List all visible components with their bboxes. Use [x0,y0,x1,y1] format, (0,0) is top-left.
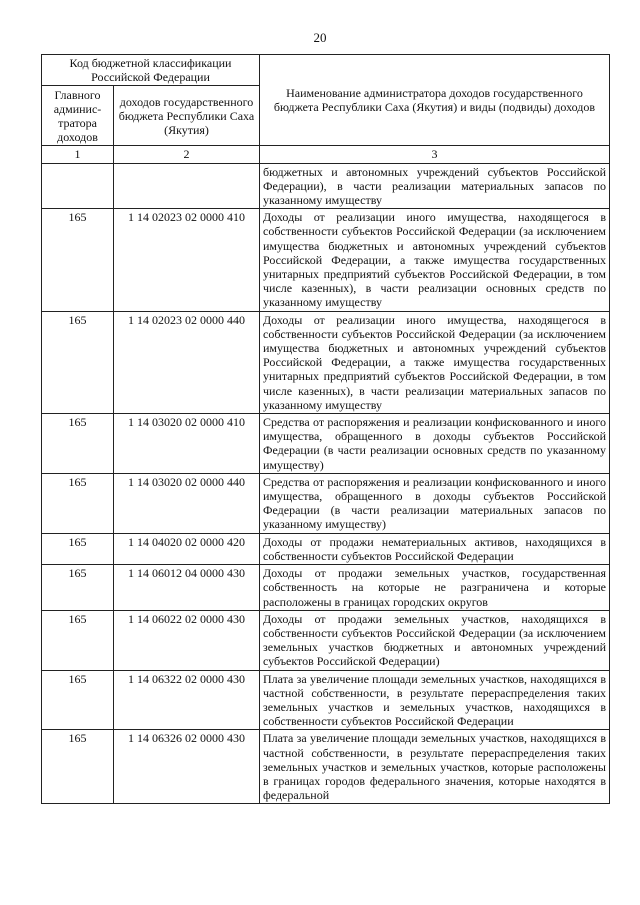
table-row [42,730,610,804]
revenue-description-cell: Средства от распоряжения и реализации конфискованного и иного имущества, обращенного в доходы субъектов Российской Федерации (в части реализации основных средств по указанному имуществу) [260,414,610,474]
table-header [42,55,610,164]
header-administrator-name: Наименование администратора доходов государственного бюджета Республики Саха (Якутия) и виды (подвиды) доходов [260,55,610,146]
table-row [42,610,610,670]
column-number-2: 2 [114,146,260,163]
header-classification-code: Код бюджетной классификации Российской Федерации [42,55,260,86]
admin-code-cell: 165 [42,670,114,730]
revenue-description-cell: Доходы от продажи земельных участков, государственная собственность на которые не разграничена и которые расположены в границах городских округов [260,565,610,611]
header-chief-administrator: Главного админис-тратора доходов [42,86,114,146]
admin-code-cell: 165 [42,473,114,533]
admin-code-cell: 165 [42,533,114,564]
revenue-code-cell: 1 14 04020 02 0000 420 [114,533,260,564]
revenue-code-cell: 1 14 06012 04 0000 430 [114,565,260,611]
revenue-code-cell: 1 14 06022 02 0000 430 [114,610,260,670]
revenue-description-cell: Плата за увеличение площади земельных участков, находящихся в частной собственности, в результате перераспределения таких земельных участков и земельных участков, которые расположены в границах городов федерального значения, которые находятся в федеральной [260,730,610,804]
budget-classification-table [41,54,610,804]
header-revenue-code: доходов государственного бюджета Республики Саха (Якутия) [114,86,260,146]
revenue-code-cell: 1 14 02023 02 0000 440 [114,311,260,413]
revenue-description-cell: Средства от распоряжения и реализации конфискованного и иного имущества, обращенного в доходы субъектов Российской Федерации (в части реализации материальных запасов по указанному имуществу) [260,473,610,533]
table-row [42,311,610,413]
table-row [42,163,610,209]
page-number: 20 [313,30,327,45]
table-row [42,533,610,564]
revenue-description-cell: Доходы от продажи нематериальных активов, находящихся в собственности субъектов Российской Федерации [260,533,610,564]
admin-code-cell: 165 [42,610,114,670]
revenue-description-cell: Плата за увеличение площади земельных участков, находящихся в частной собственности, в результате перераспределения таких земельных участков и земельных участков, находящихся в собственности субъектов Российской Федерации [260,670,610,730]
revenue-code-cell: 1 14 06326 02 0000 430 [114,730,260,804]
revenue-code-cell: 1 14 03020 02 0000 440 [114,473,260,533]
admin-code-cell: 165 [42,209,114,311]
admin-code-cell: 165 [42,565,114,611]
table-row [42,473,610,533]
revenue-description-cell: Доходы от реализации иного имущества, находящегося в собственности субъектов Российской Федерации (за исключением имущества бюджетных и автономных учреждений субъектов Российской Федерации, а также имущества государственных унитарных предприятий субъектов Российской Федерации, в том числе казенных), в части реализации материальных запасов по указанному имуществу [260,311,610,413]
revenue-code-cell: 1 14 03020 02 0000 410 [114,414,260,474]
admin-code-cell: 165 [42,730,114,804]
revenue-description-cell: Доходы от продажи земельных участков, находящихся в собственности субъектов Российской Федерации (за исключением земельных участков бюджетных и автономных учреждений субъектов Российской Федерации) [260,610,610,670]
revenue-description-cell: Доходы от реализации иного имущества, находящегося в собственности субъектов Российской Федерации (за исключением имущества бюджетных и автономных учреждений субъектов Российской Федерации, а также имущества государственных унитарных предприятий субъектов Российской Федерации, в том числе казенных), в части реализации основных средств по указанному имуществу [260,209,610,311]
admin-code-cell: 165 [42,414,114,474]
column-number-3: 3 [260,146,610,163]
revenue-code-cell: 1 14 06322 02 0000 430 [114,670,260,730]
table-row [42,565,610,611]
table-row [42,414,610,474]
table-row [42,670,610,730]
revenue-code-cell [114,163,260,209]
column-number-1: 1 [42,146,114,163]
admin-code-cell [42,163,114,209]
revenue-description-cell: бюджетных и автономных учреждений субъектов Российской Федерации), в части реализации материальных запасов по указанному имуществу [260,163,610,209]
revenue-code-cell: 1 14 02023 02 0000 410 [114,209,260,311]
table-row [42,209,610,311]
admin-code-cell: 165 [42,311,114,413]
